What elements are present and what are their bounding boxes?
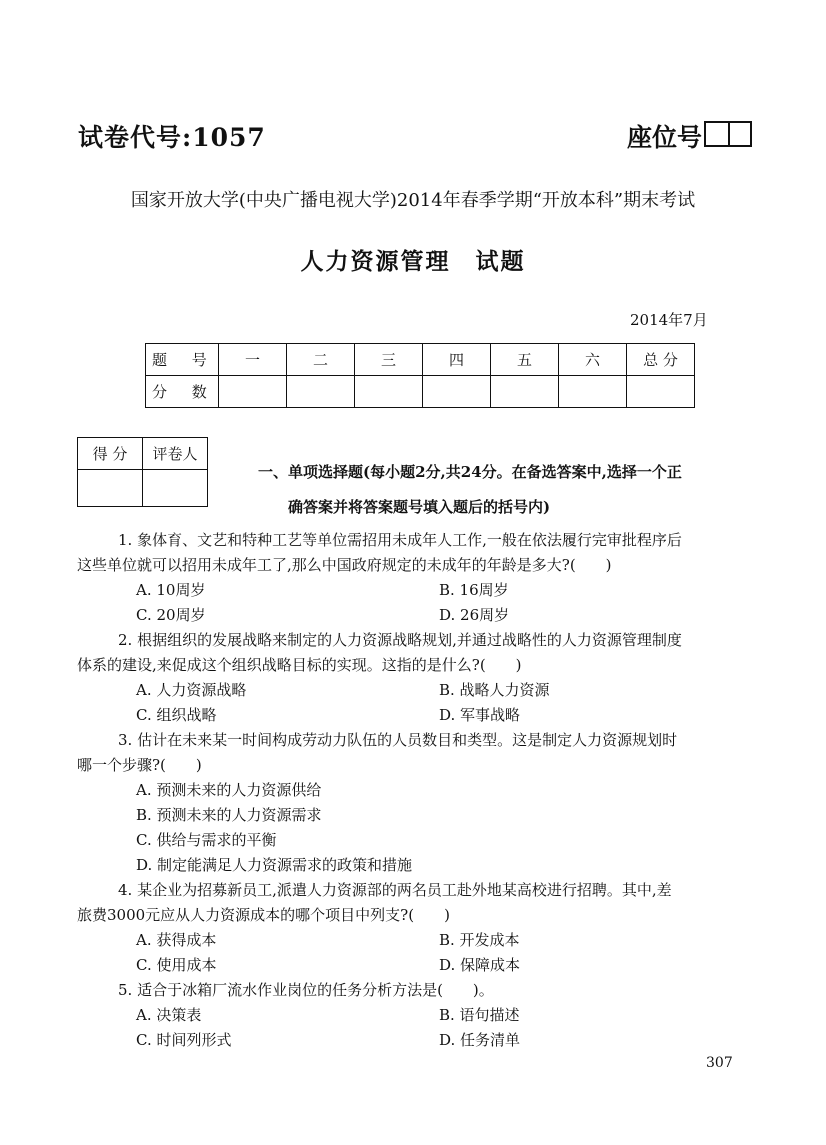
score-cell-header: 总 分: [627, 344, 695, 376]
score-cell-label: 分 数: [146, 376, 219, 408]
question-3-option-c: C. 供给与需求的平衡: [136, 831, 277, 849]
score-cell-blank[interactable]: [355, 376, 423, 408]
question-1-option-c: C. 20周岁: [136, 606, 206, 624]
question-5-line-1: 5. 适合于冰箱厂流水作业岗位的任务分析方法是( )。: [118, 981, 494, 999]
paper-code: 试卷代号:1057: [78, 123, 266, 152]
exam-name: 国家开放大学(中央广播电视大学)2014年春季学期“开放本科”期末考试: [130, 190, 696, 211]
score-cell-header: 六: [559, 344, 627, 376]
score-table-value-row: [146, 376, 695, 408]
question-3-line-2: 哪一个步骤?( ): [77, 756, 202, 774]
exam-date: 2014年7月: [630, 311, 708, 329]
question-4-option-d: D. 保障成本: [439, 956, 521, 974]
score-cell-blank[interactable]: [627, 376, 695, 408]
question-3-option-a: A. 预测未来的人力资源供给: [136, 781, 322, 799]
question-4-option-b: B. 开发成本: [439, 931, 520, 949]
question-4-option-a: A. 获得成本: [136, 931, 217, 949]
question-5-option-d: D. 任务清单: [439, 1031, 521, 1049]
question-1-line-2: 这些单位就可以招用未成年工了,那么中国政府规定的未成年的年龄是多大?( ): [77, 556, 612, 574]
question-1-option-b: B. 16周岁: [439, 581, 509, 599]
question-2-line-2: 体系的建设,来促成这个组织战略目标的实现。这指的是什么?( ): [77, 656, 522, 674]
question-4-line-2: 旅费3000元应从人力资源成本的哪个项目中列支?( ): [77, 906, 450, 924]
grader-table: [77, 437, 208, 507]
question-1-option-d: D. 26周岁: [439, 606, 510, 624]
question-4-option-c: C. 使用成本: [136, 956, 217, 974]
question-3-line-1: 3. 估计在未来某一时间构成劳动力队伍的人员数目和类型。这是制定人力资源规划时: [118, 731, 678, 749]
score-cell-header: 三: [355, 344, 423, 376]
question-2-option-c: C. 组织战略: [136, 706, 217, 724]
question-3-option-b: B. 预测未来的人力资源需求: [136, 806, 322, 824]
question-5-option-b: B. 语句描述: [439, 1006, 520, 1024]
score-cell-header: 二: [287, 344, 355, 376]
grader-name-blank[interactable]: [143, 470, 208, 507]
question-5-option-a: A. 决策表: [136, 1006, 202, 1024]
seat-number-label: 座位号: [627, 123, 703, 152]
section-title-line-2: 确答案并将答案题号填入题后的括号内): [288, 498, 551, 516]
question-5-option-c: C. 时间列形式: [136, 1031, 232, 1049]
page-number: 307: [706, 1055, 733, 1071]
score-cell-header: 五: [491, 344, 559, 376]
score-cell-blank[interactable]: [491, 376, 559, 408]
grader-name-header: 评卷人: [143, 438, 208, 470]
score-table-header-row: [146, 344, 695, 376]
question-2-option-b: B. 战略人力资源: [439, 681, 550, 699]
score-cell-header: 一: [219, 344, 287, 376]
question-4-line-1: 4. 某企业为招募新员工,派遣人力资源部的两名员工赴外地某高校进行招聘。其中,差: [118, 881, 672, 899]
score-cell-label: 题 号: [146, 344, 219, 376]
question-1-option-a: A. 10周岁: [136, 581, 206, 599]
question-2-option-a: A. 人力资源战略: [136, 681, 247, 699]
question-1-line-1: 1. 象体育、文艺和特种工艺等单位需招用未成年人工作,一般在依法履行完审批程序后: [118, 531, 682, 549]
score-cell-header: 四: [423, 344, 491, 376]
score-cell-blank[interactable]: [287, 376, 355, 408]
score-cell-blank[interactable]: [219, 376, 287, 408]
score-cell-blank[interactable]: [559, 376, 627, 408]
question-2-line-1: 2. 根据组织的发展战略来制定的人力资源战略规划,并通过战略性的人力资源管理制度: [118, 631, 682, 649]
question-2-option-d: D. 军事战略: [439, 706, 521, 724]
seat-number-boxes[interactable]: [704, 121, 752, 147]
section-title-line-1: 一、单项选择题(每小题2分,共24分。在备选答案中,选择一个正: [258, 463, 682, 481]
score-cell-blank[interactable]: [423, 376, 491, 408]
grader-score-header: 得 分: [78, 438, 143, 470]
score-table: [145, 343, 695, 408]
subject-title: 人力资源管理 试题: [300, 248, 526, 275]
grader-score-blank[interactable]: [78, 470, 143, 507]
question-3-option-d: D. 制定能满足人力资源需求的政策和措施: [136, 856, 413, 874]
